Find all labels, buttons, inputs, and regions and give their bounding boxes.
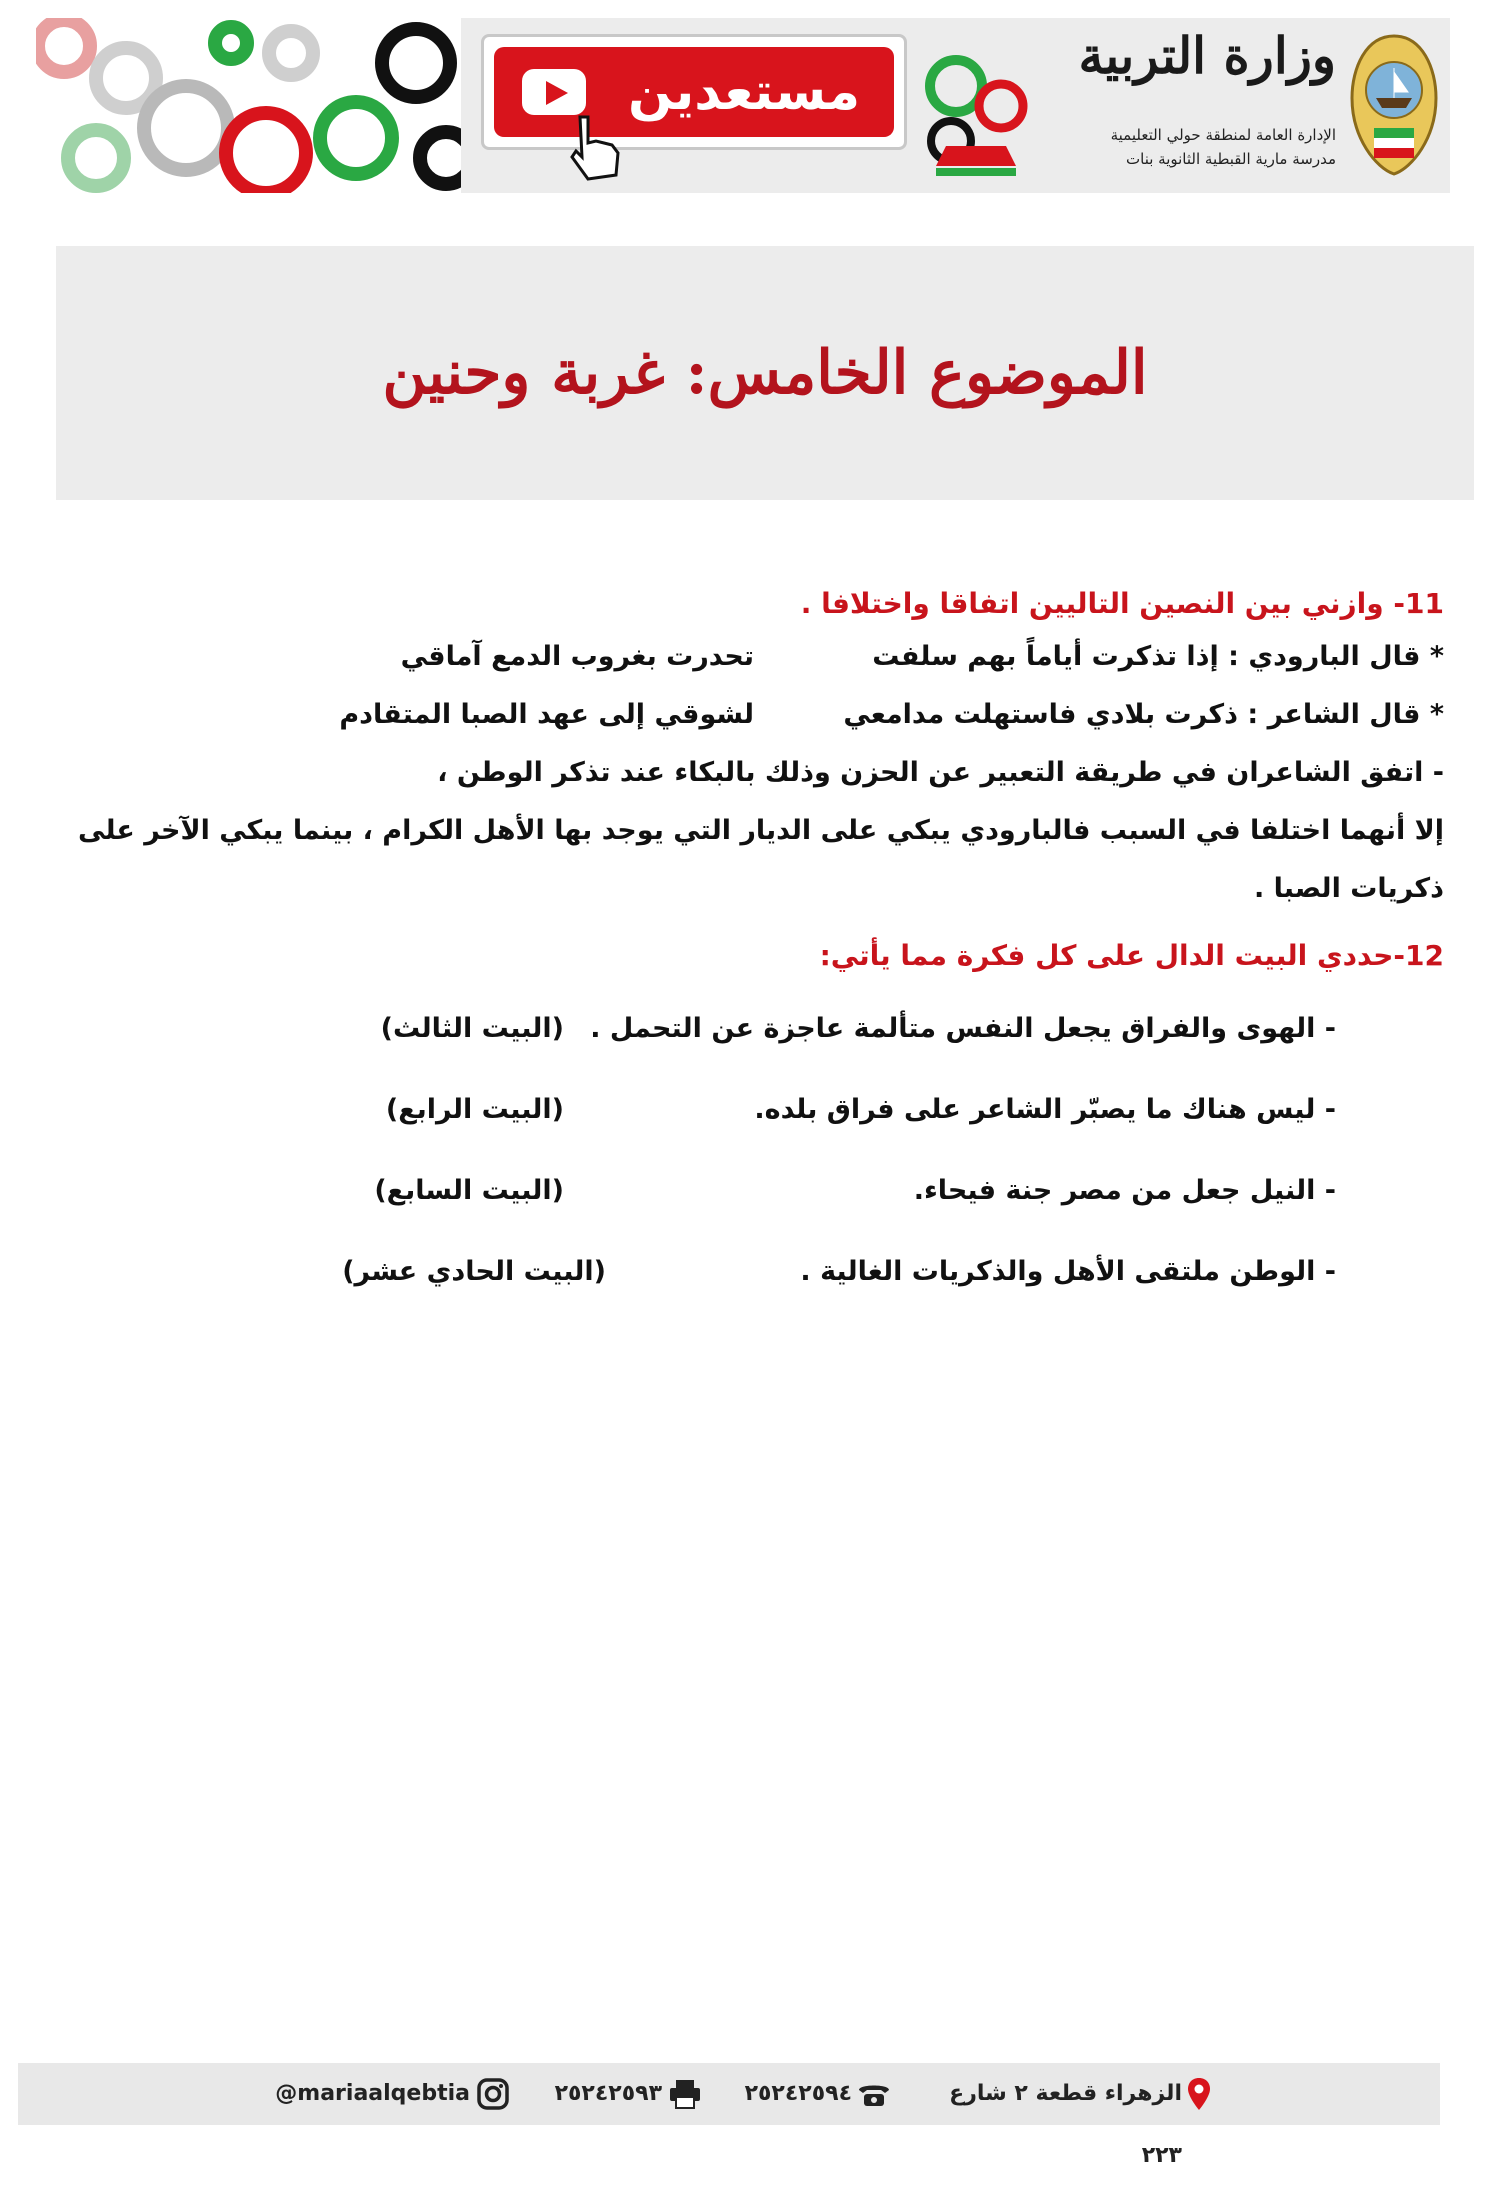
verse-hemistich-2: لشوقي إلى عهد الصبا المتقادم (339, 699, 754, 730)
school-name: مدرسة مارية القبطية الثانوية بنات (1126, 150, 1336, 168)
kuwait-emblem-icon (1346, 28, 1442, 178)
question-11-title: 11- وازني بين النصين التاليين اتفاقا واختلافا . (800, 587, 1444, 620)
footer-address: الزهراء قطعة ٢ شارع ٢٢٣ (949, 2081, 1182, 2168)
verse-first-half: قال البارودي : إذا تذكرت أياماً بهم سلفت (872, 641, 1421, 672)
verse-bullet: * (1429, 699, 1444, 730)
footer-fax: ٢٥٢٤٢٥٩٣ (554, 2081, 662, 2106)
answer-item (78, 1231, 1444, 1312)
play-triangle-icon (546, 81, 568, 105)
ministry-title: وزارة التربية (1078, 26, 1336, 85)
answer-item (78, 1150, 1444, 1231)
subscribe-badge (494, 47, 894, 137)
question-12-title: 12-حددي البيت الدال على كل فكرة مما يأتي: (819, 939, 1444, 972)
worksheet-content (78, 580, 1444, 1312)
topic-title-box (56, 246, 1474, 500)
answer-difference: إلا أنهما اختلفا في السبب فالبارودي يبكي على الديار التي يوجد بها الأهل الكرام ، بينما يبكي الآخر على ذكريات الصبا . (78, 815, 1444, 904)
header-banner (36, 18, 1450, 193)
topic-title: الموضوع الخامس: غربة وحنين (382, 338, 1148, 408)
answer-idea: - الهوى والفراق يجعل النفس متألمة عاجزة عن التحمل . (590, 1013, 1336, 1044)
answer-agreement: - اتفق الشاعران في طريقة التعبير عن الحزن وذلك بالبكاء عند تذكر الوطن ، (437, 757, 1444, 788)
ministry-subtitle: الإدارة العامة لمنطقة حولي التعليمية (1110, 126, 1336, 144)
answer-verse-ref: (البيت الثالث) (380, 1013, 564, 1044)
answer-idea: - النيل جعل من مصر جنة فيحاء. (913, 1175, 1336, 1206)
answer-item (78, 988, 1444, 1069)
verse-bullet: * (1429, 641, 1444, 672)
pointer-hand-icon (566, 113, 626, 183)
answer-verse-ref: (البيت الرابع) (385, 1094, 564, 1125)
answer-verse-ref: (البيت الحادي عشر) (342, 1256, 606, 1287)
verse-row (78, 628, 1444, 686)
verse-first-half: قال الشاعر : ذكرت بلادي فاستهلت مدامعي (843, 699, 1421, 730)
verse-hemistich-1 (843, 686, 1444, 744)
footer-bar (18, 2063, 1440, 2168)
verse-hemistich-2: تحدرت بغروب الدمع آماقي (400, 641, 754, 672)
answer-verse-ref: (البيت السابع) (374, 1175, 564, 1206)
location-pin-icon (1186, 2076, 1212, 2112)
instagram-icon (476, 2077, 510, 2111)
answer-idea: - الوطن ملتقى الأهل والذكريات الغالية . (800, 1256, 1336, 1287)
verse-row (78, 686, 1444, 744)
subscribe-label: مستعدين (627, 62, 861, 122)
phone-icon (856, 2080, 892, 2108)
footer-instagram-handle[interactable]: @mariaalqebtia (275, 2081, 470, 2106)
footer-phone: ٢٥٢٤٢٥٩٤ (744, 2081, 852, 2106)
fax-printer-icon (668, 2078, 702, 2110)
answer-idea: - ليس هناك ما يصبّر الشاعر على فراق بلده. (754, 1094, 1336, 1125)
answer-item (78, 1069, 1444, 1150)
verse-hemistich-1 (872, 628, 1444, 686)
gears-decoration-icon (36, 18, 461, 193)
subscribe-button[interactable] (481, 34, 907, 150)
